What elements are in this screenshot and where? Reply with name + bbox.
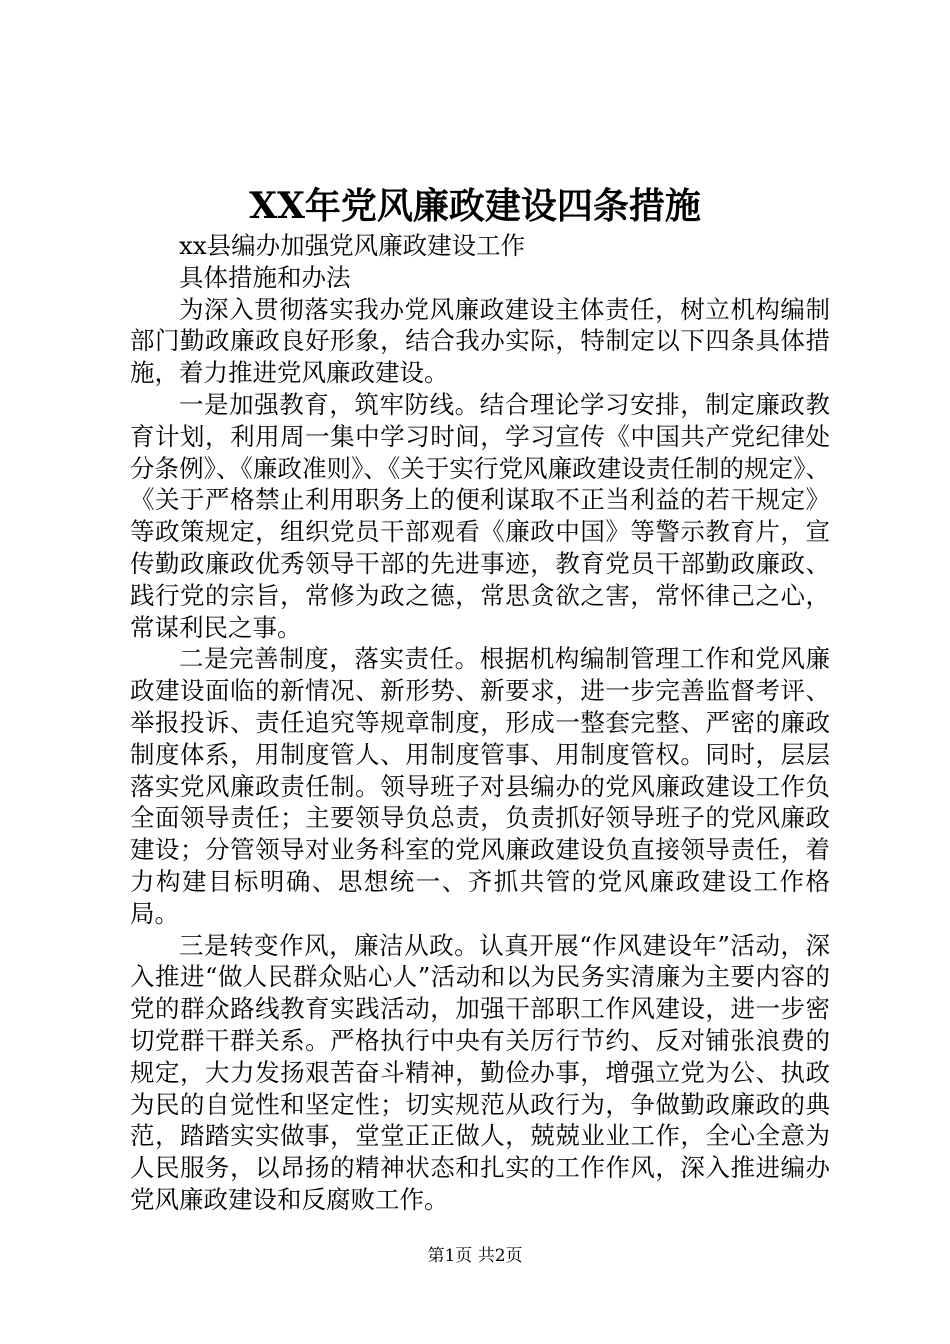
paragraph-measure-3: 三是转变作风，廉洁从政。认真开展“作风建设年”活动，深入推进“做人民群众贴心人”活动和以为民务实清廉为主要内容的党的群众路线教育实践活动，加强干部职工作风建设，进一步密切党群干群关系。严格执行中央有关厉行节约、反对铺张浪费的规定，大力发扬艰苦奋斗精神，勤俭办事，增强立党为公、执政为民的自觉性和坚定性；切实规范从政行为，争做勤政廉政的典范，踏踏实实做事，堂堂正正做人，兢兢业业工作，全心全意为人民服务，以昂扬的精神状态和扎实的工作作风，深入推进编办党风廉政建设和反腐败工作。: [130, 930, 830, 1214]
document-body: [130, 230, 830, 1216]
paragraph-intro: 为深入贯彻落实我办党风廉政建设主体责任，树立机构编制部门勤政廉政良好形象，结合我办实际，特制定以下四条具体措施，着力推进党风廉政建设。: [130, 294, 830, 388]
subtitle-line-2: 具体措施和办法: [179, 262, 351, 292]
paragraph-measure-2: 二是完善制度，落实责任。根据机构编制管理工作和党风廉政建设面临的新情况、新形势、新要求，进一步完善监督考评、举报投诉、责任追究等规章制度，形成一整套完整、严密的廉政制度体系，用制度管人、用制度管事、用制度管权。同时，层层落实党风廉政责任制。领导班子对县编办的党风廉政建设工作负全面领导责任；主要领导负总责，负责抓好领导班子的党风廉政建设；分管领导对业务科室的党风廉政建设负直接领导责任，着力构建目标明确、思想统一、齐抓共管的党风廉政建设工作格局。: [130, 644, 830, 928]
page-number-footer: 第1页 共2页: [427, 1246, 523, 1266]
subtitle-line-1: xx县编办加强党风廉政建设工作: [179, 231, 526, 260]
paragraph-measure-1: 一是加强教育，筑牢防线。结合理论学习安排，制定廉政教育计划，利用周一集中学习时间，学习宣传《中国共产党纪律处分条例》、《廉政准则》、《关于实行党风廉政建设责任制的规定》、《关于严格禁止利用职务上的便利谋取不正当利益的若干规定》等政策规定，组织党员干部观看《廉政中国》等警示教育片，宣传勤政廉政优秀领导干部的先进事迹，教育党员干部勤政廉政、践行党的宗旨，常修为政之德，常思贪欲之害，常怀律己之心，常谋利民之事。: [130, 389, 830, 642]
document-title: XX年党风廉政建设四条措施: [249, 185, 701, 227]
